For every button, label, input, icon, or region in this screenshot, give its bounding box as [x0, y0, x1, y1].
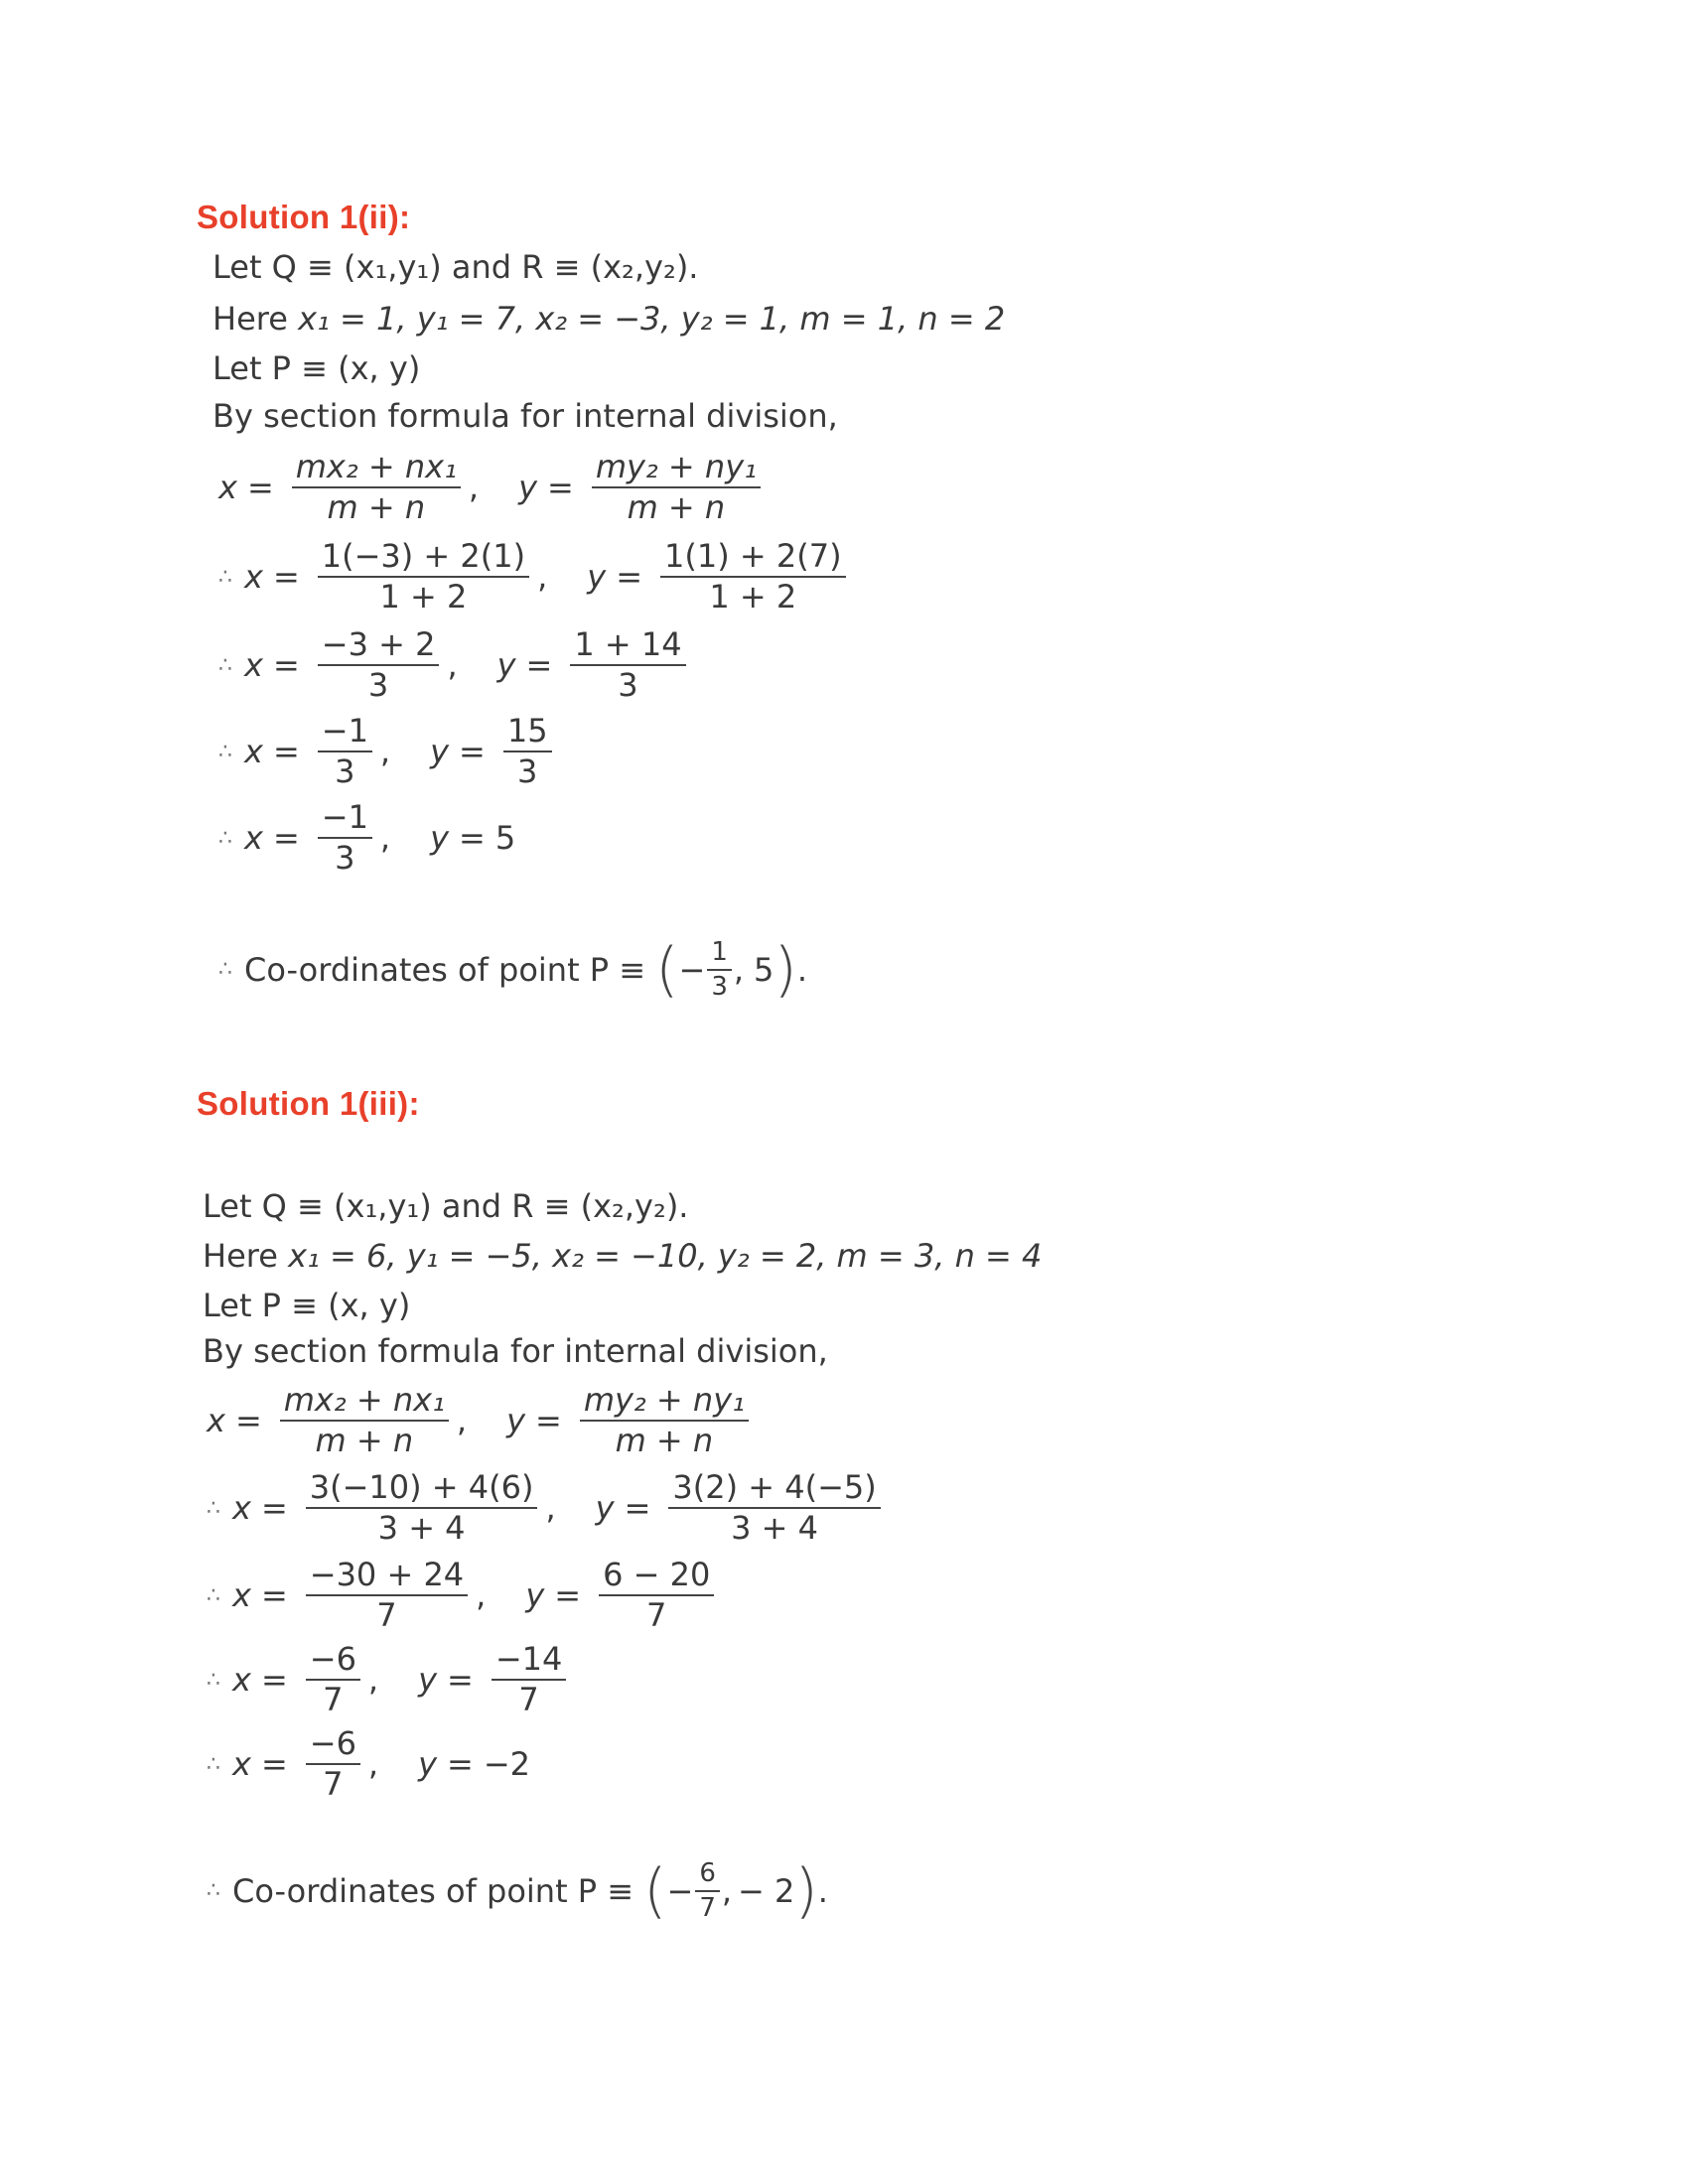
x-fraction	[280, 1383, 449, 1458]
conclusion-label: Co-ordinates of point P ≡	[244, 950, 646, 989]
section-formula-line: By section formula for internal division,	[203, 1332, 828, 1370]
therefore-icon: ∴	[207, 1878, 220, 1904]
denominator: 1 + 2	[379, 578, 468, 616]
numerator: −6	[306, 1642, 360, 1681]
equals-sign: =	[272, 646, 300, 685]
y-fraction	[492, 1642, 567, 1717]
here-prefix: Here	[212, 300, 299, 338]
numerator: 6 − 20	[599, 1558, 714, 1596]
y-fraction	[570, 627, 685, 703]
equals-sign: =	[260, 1576, 288, 1615]
x-fraction	[318, 539, 529, 614]
let-p-line: Let P ≡ (x, y)	[203, 1287, 411, 1324]
therefore-icon: ∴	[218, 825, 232, 851]
numerator: −14	[492, 1642, 567, 1681]
therefore-icon: ∴	[207, 1582, 220, 1608]
denominator: 3	[367, 666, 389, 705]
denominator: 3	[711, 971, 728, 1002]
numerator: mx₂ + nx₁	[292, 450, 461, 488]
numerator: −6	[306, 1726, 360, 1765]
denominator: 3 + 4	[731, 1509, 818, 1548]
right-paren: )	[794, 1855, 818, 1926]
equals-sign: =	[260, 1745, 288, 1784]
y-fraction	[592, 450, 761, 525]
denominator: 7	[323, 1765, 344, 1804]
y-var: y	[430, 819, 450, 858]
equals-sign: =	[459, 733, 486, 771]
left-paren: (	[655, 934, 679, 1005]
y-var: y	[587, 558, 607, 597]
therefore-icon: ∴	[207, 1667, 220, 1693]
numerator: 1	[707, 938, 732, 971]
denominator: 7	[646, 1596, 667, 1635]
comma: ,	[545, 1489, 556, 1528]
equals-sign: =	[624, 1489, 651, 1528]
equals-sign: =	[246, 469, 274, 507]
x-fraction	[318, 800, 372, 876]
x-var: x	[232, 1489, 251, 1528]
formula-step	[218, 627, 694, 703]
conclusion-line	[218, 934, 807, 1005]
x-var: x	[244, 558, 263, 597]
denominator: 3	[335, 752, 355, 791]
formula-step	[218, 800, 515, 876]
x-fraction	[306, 1558, 468, 1633]
y-var: y	[418, 1745, 438, 1784]
formula-step	[207, 1726, 530, 1802]
denominator: 3	[335, 839, 355, 878]
denominator: 7	[323, 1681, 344, 1719]
equals-sign: =	[260, 1661, 288, 1700]
x-fraction	[318, 627, 440, 703]
y-fraction	[668, 1470, 880, 1546]
given-values: x₁ = 6, y₁ = −5, x₂ = −10, y₂ = 2, m = 3, n = 4	[288, 1237, 1043, 1275]
comma: ,	[456, 1402, 468, 1440]
y-var: y	[496, 646, 516, 685]
y-var: y	[418, 1661, 438, 1700]
comma: ,	[476, 1576, 487, 1615]
numerator: 1(−3) + 2(1)	[318, 539, 529, 578]
given-values-line	[212, 300, 1005, 338]
x-var: x	[218, 469, 237, 507]
y-coordinate: − 2	[738, 1871, 795, 1910]
x-fraction	[306, 1726, 360, 1802]
equals-sign: =	[547, 469, 574, 507]
left-paren: (	[643, 1855, 667, 1926]
equals-sign: =	[616, 558, 643, 597]
minus-sign: −	[666, 1871, 694, 1910]
x-var: x	[232, 1661, 251, 1700]
numerator: −1	[318, 714, 372, 752]
therefore-icon: ∴	[218, 957, 232, 983]
comma: ,	[721, 1871, 733, 1910]
minus-sign: −	[678, 950, 706, 989]
numerator: 3(−10) + 4(6)	[306, 1470, 538, 1509]
section-formula-line: By section formula for internal division,	[212, 397, 838, 435]
comma: ,	[733, 950, 745, 989]
comma: ,	[379, 819, 391, 858]
equals-sign: =	[554, 1576, 582, 1615]
solution-heading: Solution 1(ii):	[197, 199, 411, 235]
equals-sign: =	[260, 1489, 288, 1528]
formula-step	[218, 714, 560, 789]
solution-heading: Solution 1(iii):	[197, 1085, 420, 1122]
equals-sign: =	[535, 1402, 562, 1440]
formula-step	[218, 539, 854, 614]
x-var: x	[244, 646, 263, 685]
denominator: m + n	[615, 1422, 714, 1460]
formula-step	[207, 1470, 889, 1546]
therefore-icon: ∴	[207, 1495, 220, 1521]
period: .	[817, 1871, 828, 1910]
conclusion-line	[207, 1855, 828, 1926]
denominator: m + n	[627, 488, 726, 527]
equals-sign: =	[459, 819, 486, 858]
denominator: 3	[618, 666, 638, 705]
denominator: 3 + 4	[377, 1509, 466, 1548]
equals-sign: =	[447, 1661, 474, 1700]
numerator: 6	[695, 1859, 720, 1892]
equals-sign: =	[234, 1402, 262, 1440]
y-fraction	[580, 1383, 749, 1458]
denominator: m + n	[327, 488, 426, 527]
numerator: −30 + 24	[306, 1558, 468, 1596]
numerator: mx₂ + nx₁	[280, 1383, 449, 1422]
denominator: 7	[376, 1596, 397, 1635]
numerator: my₂ + ny₁	[592, 450, 761, 488]
equals-sign: =	[272, 819, 300, 858]
comma: ,	[537, 558, 548, 597]
denominator: 7	[699, 1892, 716, 1923]
y-fraction	[599, 1558, 714, 1633]
y-var: y	[525, 1576, 545, 1615]
formula-step	[207, 1558, 722, 1633]
formula-step	[207, 1383, 757, 1458]
right-paren: )	[774, 934, 797, 1005]
equals-sign: =	[272, 733, 300, 771]
numerator: 15	[503, 714, 552, 752]
x-var: x	[244, 819, 263, 858]
numerator: 1(1) + 2(7)	[660, 539, 846, 578]
x-fraction	[306, 1642, 360, 1717]
conclusion-label: Co-ordinates of point P ≡	[232, 1871, 634, 1910]
numerator: −3 + 2	[318, 627, 440, 666]
therefore-icon: ∴	[218, 564, 232, 590]
coordinate-fraction	[695, 1859, 720, 1922]
x-var: x	[232, 1745, 251, 1784]
y-var: y	[506, 1402, 525, 1440]
formula-step	[218, 450, 769, 525]
period: .	[796, 950, 807, 989]
denominator: 1 + 2	[709, 578, 797, 616]
y-coordinate: 5	[754, 950, 774, 989]
equals-sign: =	[272, 558, 300, 597]
y-value: −2	[483, 1745, 531, 1784]
comma: ,	[379, 733, 391, 771]
x-fraction	[306, 1470, 538, 1546]
y-var: y	[518, 469, 537, 507]
given-values-line	[203, 1237, 1042, 1275]
numerator: 3(2) + 4(−5)	[668, 1470, 880, 1509]
x-fraction	[318, 714, 372, 789]
given-values: x₁ = 1, y₁ = 7, x₂ = −3, y₂ = 1, m = 1, n = 2	[298, 300, 1006, 338]
x-fraction	[292, 450, 461, 525]
x-var: x	[244, 733, 263, 771]
comma: ,	[367, 1745, 379, 1784]
let-q-line: Let Q ≡ (x₁,y₁) and R ≡ (x₂,y₂).	[212, 248, 699, 286]
y-fraction	[503, 714, 552, 789]
y-value: 5	[494, 819, 516, 858]
equals-sign: =	[447, 1745, 474, 1784]
let-p-line: Let P ≡ (x, y)	[212, 349, 421, 387]
coordinate-fraction	[707, 938, 732, 1001]
therefore-icon: ∴	[207, 1751, 220, 1777]
comma: ,	[367, 1661, 379, 1700]
denominator: 3	[517, 752, 538, 791]
y-var: y	[430, 733, 450, 771]
denominator: 7	[518, 1681, 539, 1719]
comma: ,	[468, 469, 480, 507]
therefore-icon: ∴	[218, 739, 232, 764]
therefore-icon: ∴	[218, 652, 232, 678]
denominator: m + n	[315, 1422, 414, 1460]
y-var: y	[595, 1489, 615, 1528]
here-prefix: Here	[203, 1237, 289, 1275]
comma: ,	[447, 646, 458, 685]
formula-step	[207, 1642, 574, 1717]
numerator: 1 + 14	[570, 627, 685, 666]
x-var: x	[232, 1576, 251, 1615]
x-var: x	[207, 1402, 225, 1440]
equals-sign: =	[525, 646, 553, 685]
numerator: −1	[318, 800, 372, 839]
numerator: my₂ + ny₁	[580, 1383, 749, 1422]
let-q-line: Let Q ≡ (x₁,y₁) and R ≡ (x₂,y₂).	[203, 1187, 689, 1225]
y-fraction	[660, 539, 846, 614]
